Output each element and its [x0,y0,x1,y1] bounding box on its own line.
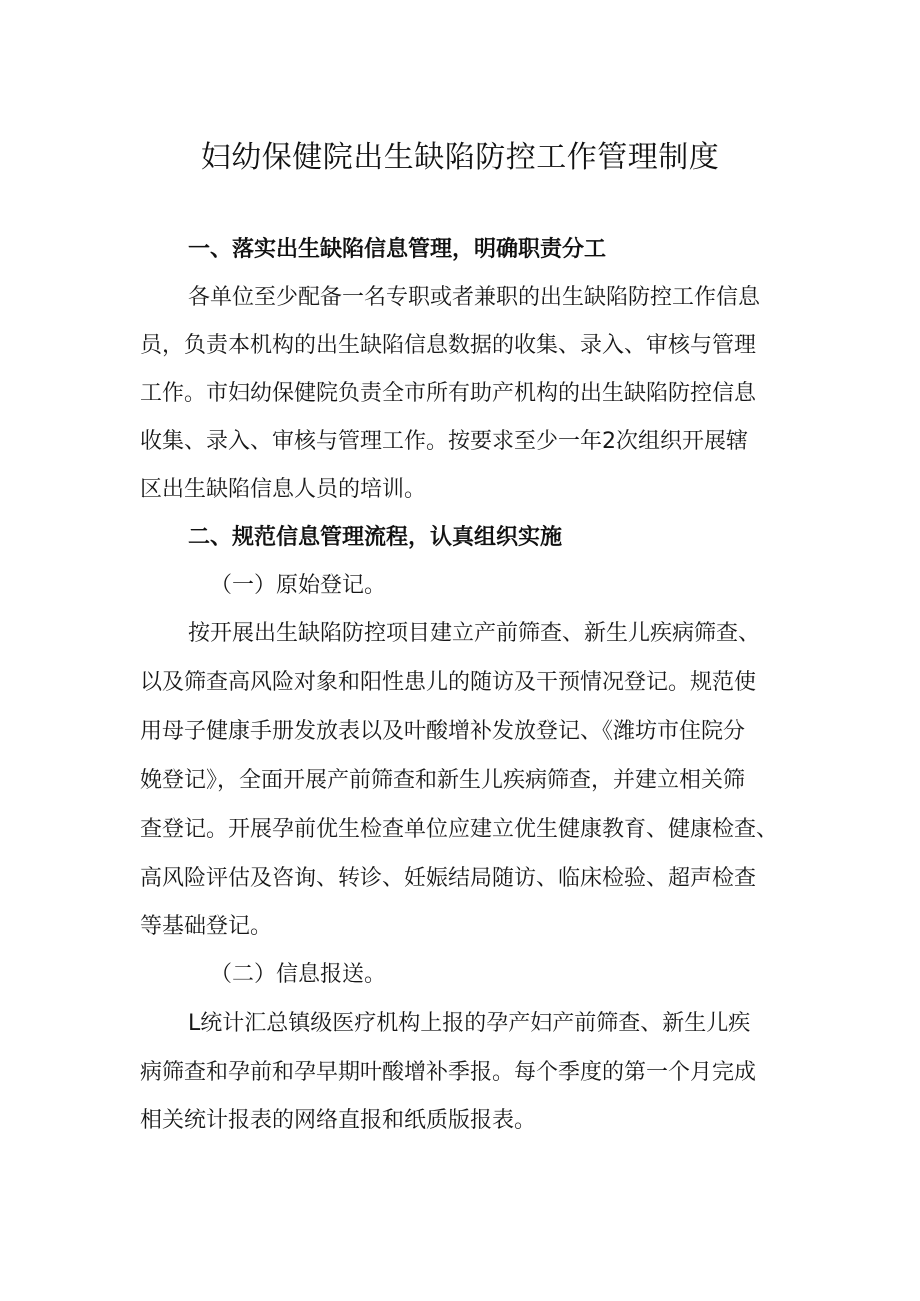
section-1-paragraph-line: 收集、录入、审核与管理工作。按要求至少一年2次组织开展辖 [140,429,748,454]
subsection-2-paragraph-line: 病筛查和孕前和孕早期叶酸增补季报。每个季度的第一个月完成 [140,1060,757,1085]
section-1-paragraph-line: 工作。市妇幼保健院负责全市所有助产机构的出生缺陷防控信息 [140,381,757,406]
subsection-2-label: （二）信息报送。 [210,962,387,987]
subsection-1-paragraph-line: 等基础登记。 [140,914,273,939]
subsection-1-paragraph-line: 高风险评估及咨询、转诊、妊娠结局随访、临床检验、超声检查 [140,866,757,891]
subsection-2-paragraph-line: 相关统计报表的网络直报和纸质版报表。 [140,1108,537,1133]
section-1-heading: 一、落实出生缺陷信息管理，明确职责分工 [188,237,607,262]
section-1-paragraph-line: 各单位至少配备一名专职或者兼职的出生缺陷防控工作信息 [188,285,761,310]
subsection-1-paragraph-line: 查登记。开展孕前优生检查单位应建立优生健康教育、健康检查、 [140,817,779,842]
section-1-paragraph-line: 员，负责本机构的出生缺陷信息数据的收集、录入、审核与管理 [140,333,757,358]
section-1-paragraph-line: 区出生缺陷信息人员的培训。 [140,477,427,502]
subsection-2-paragraph-line: L统计汇总镇级医疗机构上报的孕产妇产前筛查、新生儿疾 [188,1011,751,1036]
document-title: 妇幼保健院出生缺陷防控工作管理制度 [200,140,720,175]
subsection-1-paragraph-line: 用母子健康手册发放表以及叶酸增补发放登记、《潍坊市住院分 [140,719,746,744]
section-2-heading: 二、规范信息管理流程，认真组织实施 [188,525,563,550]
subsection-1-paragraph-line: 娩登记》，全面开展产前筛查和新生儿疾病筛查，并建立相关筛 [140,768,746,793]
subsection-1-label: （一）原始登记。 [210,573,387,598]
subsection-1-paragraph-line: 以及筛查高风险对象和阳性患儿的随访及干预情况登记。规范使 [140,670,757,695]
subsection-1-paragraph-line: 按开展出生缺陷防控项目建立产前筛查、新生儿疾病筛查、 [188,621,761,646]
